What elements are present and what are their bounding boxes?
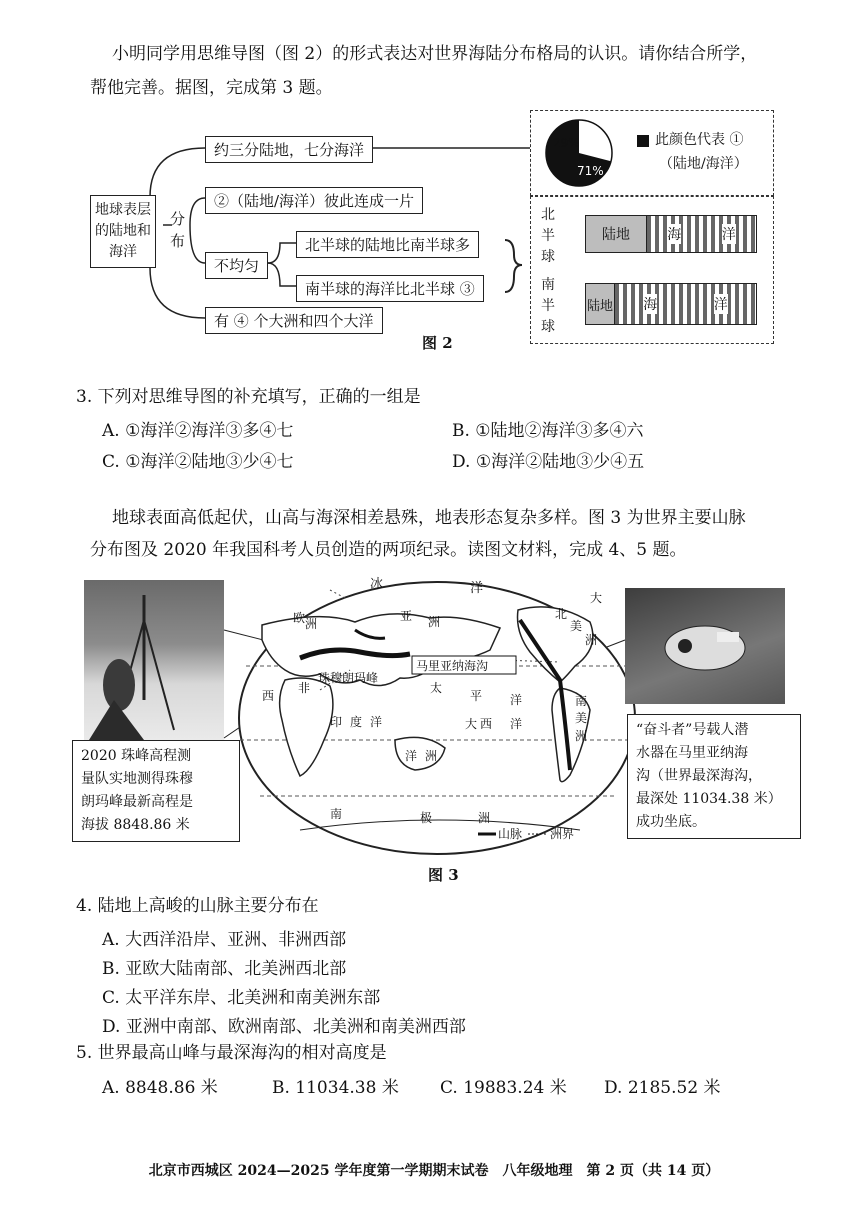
figure-2-caption: 图 2 <box>422 334 453 352</box>
submersible-figure <box>625 588 785 704</box>
q3-option-a[interactable]: A. ①海洋②海洋③多④七 <box>102 421 294 441</box>
map-label: 极 <box>420 811 433 825</box>
label-char: 南 <box>541 277 555 293</box>
everest-label: 珠穆朗玛峰 <box>318 671 379 685</box>
label-char: 半 <box>541 298 555 314</box>
bar-sea-char: 海 <box>667 224 681 244</box>
q4-stem: 4. 陆地上高峻的山脉主要分布在 <box>76 896 319 916</box>
note-line: 沟（世界最深海沟， <box>636 768 762 784</box>
center-node-line: 的陆地和 <box>95 223 151 239</box>
south-bar-sea <box>615 284 756 324</box>
bar-sea-char: 洋 <box>714 294 728 314</box>
legend-line-1: 此颜色代表 ① <box>655 132 744 148</box>
submersible-photo <box>625 588 785 704</box>
note-line: 海拔 8848.86 米 <box>81 817 190 833</box>
page-footer: 北京市西城区 2024—2025 学年度第一学期期末试卷 八年级地理 第 2 页（共 14 页） <box>148 1163 720 1179</box>
q4-option-a[interactable]: A. 大西洋沿岸、亚洲、非洲西部 <box>102 930 347 950</box>
map-label: 洲 <box>428 615 441 629</box>
south-hemisphere-label <box>541 275 555 338</box>
distribution-char: 布 <box>170 232 186 250</box>
q4-option-b[interactable]: B. 亚欧大陆南部、北美洲西北部 <box>102 959 347 979</box>
q5-option-b[interactable]: B. 11034.38 米 <box>272 1078 399 1098</box>
continents-node: 有 ④ 个大洲和四个大洋 <box>205 307 383 334</box>
figure-3 <box>0 570 868 884</box>
pie-panel <box>530 110 774 196</box>
map-label: 平 <box>470 689 483 703</box>
pie-label-large: 71% <box>577 164 604 178</box>
map-label: 北 <box>555 607 568 621</box>
map-label: 美 <box>570 619 583 633</box>
map-label: 洲 <box>305 617 318 631</box>
map-label: 洲 <box>425 749 438 763</box>
map-label: 南 <box>575 694 588 708</box>
map-label: 欧 <box>293 611 306 625</box>
bar-sea-char: 洋 <box>722 224 736 244</box>
note-line: 量队实地测得珠穆 <box>81 771 193 787</box>
map-label: 冰 <box>370 577 384 592</box>
map-label: 大 <box>590 591 603 605</box>
connected-node: ②（陆地/海洋）彼此连成一片 <box>205 187 423 214</box>
label-char: 半 <box>541 228 555 244</box>
legend-swatch <box>637 135 649 147</box>
center-node-line: 海洋 <box>109 244 137 260</box>
north-bar-land: 陆地 <box>586 216 647 252</box>
q3-option-b[interactable]: B. ①陆地②海洋③多④六 <box>452 421 644 441</box>
legend-mountain-label: 山脉 <box>498 827 523 841</box>
map-label: 洋 <box>405 749 418 763</box>
south-node: 南半球的海洋比北半球 ③ <box>296 275 484 302</box>
map-label: 洋 <box>510 717 523 731</box>
uneven-node: 不均匀 <box>205 252 268 279</box>
submersible-note <box>627 714 801 839</box>
map-label: 洋 <box>470 581 484 596</box>
note-line: 2020 珠峰高程测 <box>81 748 192 764</box>
q5-option-c[interactable]: C. 19883.24 米 <box>440 1078 567 1098</box>
q5-option-d[interactable]: D. 2185.52 米 <box>604 1078 721 1098</box>
map-label: 洲 <box>478 811 491 825</box>
map-label: 西 <box>262 689 275 703</box>
land-sea-pie-chart <box>543 117 615 189</box>
intro-line-1: 小明同学用思维导图（图 2）的形式表达对世界海陆分布格局的认识。请你结合所学， <box>112 44 758 64</box>
q4-option-c[interactable]: C. 太平洋东岸、北美洲和南美洲东部 <box>102 988 381 1008</box>
distribution-char: 分 <box>170 210 186 228</box>
q4-option-d[interactable]: D. 亚洲中南部、欧洲南部、北美洲和南美洲西部 <box>102 1017 466 1037</box>
map-label: 西 <box>480 717 493 731</box>
legend-boundary-label: 洲界 <box>550 827 575 841</box>
map-label: 洲 <box>585 633 598 647</box>
note-line: 朗玛峰最新高程是 <box>81 794 193 810</box>
q3-option-d[interactable]: D. ①海洋②陆地③少④五 <box>452 452 645 472</box>
hemisphere-panel <box>530 196 774 344</box>
note-line: 水器在马里亚纳海 <box>636 745 748 761</box>
distribution-label <box>170 208 185 252</box>
map-label: 洋 <box>510 693 523 707</box>
pie-label-small: 29% <box>553 136 580 150</box>
label-char: 球 <box>541 319 555 335</box>
passage-line-2: 分布图及 2020 年我国科考人员创造的两项纪录。读图文材料，完成 4、5 题。 <box>90 540 687 560</box>
north-bar <box>585 215 757 253</box>
figure-3-caption: 图 3 <box>428 866 459 884</box>
figure-2 <box>0 0 868 360</box>
south-bar-land: 陆地 <box>586 284 615 324</box>
map-label: 印 <box>330 715 343 729</box>
label-char: 球 <box>541 249 555 265</box>
north-bar-sea <box>647 216 756 252</box>
center-node-line: 地球表层 <box>95 202 151 218</box>
passage-line-1: 地球表面高低起伏，山高与海深相差悬殊，地表形态复杂多样。图 3 为世界主要山脉 <box>112 508 746 528</box>
north-node: 北半球的陆地比南半球多 <box>296 231 479 258</box>
bar-sea-char: 海 <box>643 294 657 314</box>
mariana-trench-label: 马里亚纳海沟 <box>416 659 489 673</box>
intro-line-2: 帮他完善。据图，完成第 3 题。 <box>90 78 333 98</box>
map-label: 亚 <box>400 609 413 623</box>
north-hemisphere-label <box>541 205 555 268</box>
map-label: 南 <box>330 807 343 821</box>
map-label: 洲 <box>575 729 588 743</box>
map-label: 度 <box>350 715 363 729</box>
ratio-node: 约三分陆地，七分海洋 <box>205 136 373 163</box>
q5-option-a[interactable]: A. 8848.86 米 <box>102 1078 218 1098</box>
q3-option-c[interactable]: C. ①海洋②陆地③少④七 <box>102 452 294 472</box>
note-line: 成功坐底。 <box>636 814 706 830</box>
south-bar <box>585 283 757 325</box>
map-label: 洋 <box>370 715 383 729</box>
map-label: 非 <box>298 681 311 695</box>
center-node <box>90 195 156 268</box>
note-line: 最深处 11034.38 米） <box>636 791 782 807</box>
label-char: 北 <box>541 207 555 223</box>
q3-stem: 3. 下列对思维导图的补充填写，正确的一组是 <box>76 387 421 407</box>
map-label: 太 <box>430 681 443 695</box>
map-label: 大 <box>465 717 478 731</box>
map-label: 美 <box>575 711 588 725</box>
note-line: “奋斗者”号载人潜 <box>636 722 749 738</box>
legend-line-2: （陆地/海洋） <box>659 156 748 172</box>
q5-stem: 5. 世界最高山峰与最深海沟的相对高度是 <box>76 1043 387 1063</box>
